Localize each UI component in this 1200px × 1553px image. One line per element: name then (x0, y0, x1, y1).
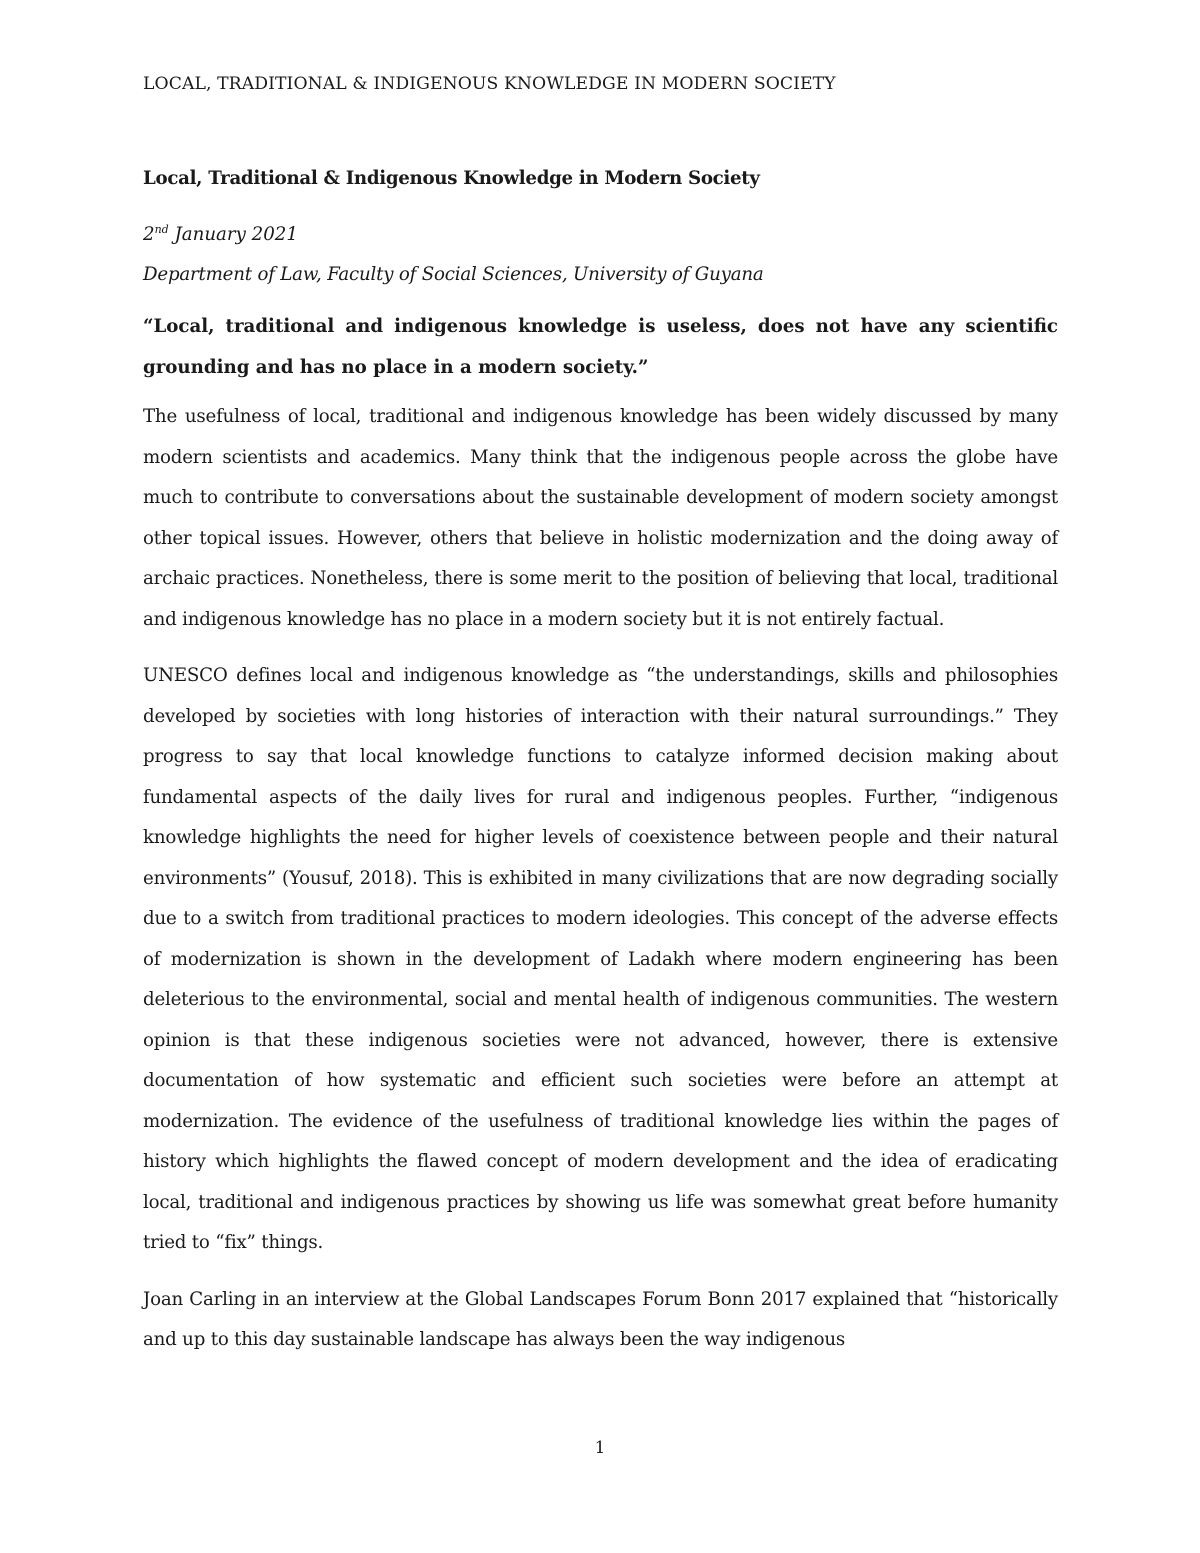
body-paragraph: UNESCO defines local and indigenous knowledge as “the understandings, skills and philosophies developed by societies with long histories of interaction with their natural surroundings.” They progress to say that local knowledge functions to catalyze informed decision making about fundamental aspects of the daily lives for rural and indigenous peoples. Further, “indigenous knowledge highlights the need for higher levels of coexistence between people and their natural environments” (Yousuf, 2018). This is exhibited in many civilizations that are now degrading socially due to a switch from traditional practices to modern ideologies. This concept of the adverse effects of modernization is shown in the development of Ladakh where modern engineering has been deleterious to the environmental, social and mental health of indigenous communities. The western opinion is that these indigenous societies were not advanced, however, there is extensive documentation of how systematic and efficient such societies were before an attempt at modernization. The evidence of the usefulness of traditional knowledge lies within the pages of history which highlights the flawed concept of modern development and the idea of eradicating local, traditional and indigenous practices by showing us life was somewhat great before humanity tried to “fix” things. (143, 665, 1058, 1253)
department-affiliation: Department of Law, Faculty of Social Sciences, University of Guyana (143, 264, 764, 285)
document-body (143, 165, 1058, 1361)
page-number: 1 (594, 1438, 606, 1458)
body-paragraph: The usefulness of local, traditional and indigenous knowledge has been widely discussed by many modern scientists and academics. Many think that the indigenous people across the globe have much to contribute to conversations about the sustainable development of modern society amongst other topical issues. However, others that believe in holistic modernization and the doing away of archaic practices. Nonetheless, there is some merit to the position of believing that local, traditional and indigenous knowledge has no place in a modern society but it is not entirely factual. (143, 406, 1058, 630)
date-day: 2 (143, 224, 155, 245)
essay-prompt-quote: “Local, traditional and indigenous knowledge is useless, does not have any scientific grounding and has no place in a modern society.” (143, 316, 1058, 378)
running-header: LOCAL, TRADITIONAL & INDIGENOUS KNOWLEDGE IN MODERN SOCIETY (143, 74, 836, 94)
document-date (143, 221, 1058, 249)
body-paragraph: Joan Carling in an interview at the Global Landscapes Forum Bonn 2017 explained that “historically and up to this day sustainable landscape has always been the way indigenous (143, 1288, 1058, 1350)
date-month-year: January 2021 (168, 224, 298, 245)
document-title: Local, Traditional & Indigenous Knowledge in Modern Society (143, 168, 760, 189)
date-ordinal-suffix: nd (154, 222, 169, 236)
